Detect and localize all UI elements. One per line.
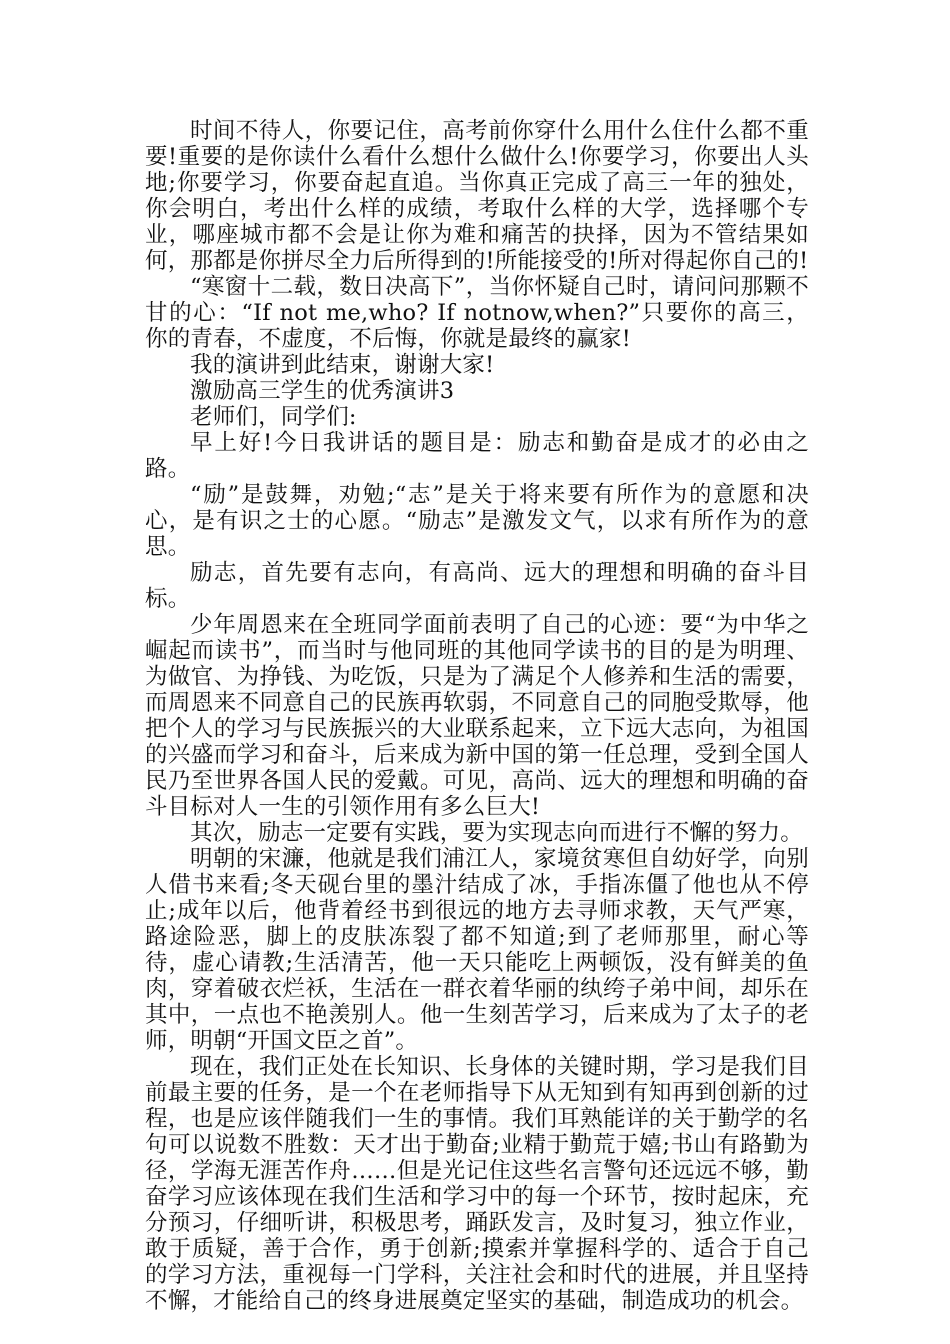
salutation: 老师们，同学们:: [190, 404, 357, 430]
paragraph-6: 早上好!今日我讲话的题目是：励志和勤奋是成才的必由之路。: [145, 430, 809, 482]
paragraph-1: 时间不待人，你要记住，高考前你穿什么用什么住什么都不重要!重要的是你读什么看什么想什么做什么!你要学习，你要出人头地;你要学习，你要奋起直追。当你真正完成了高三一年的独处，你会明白，考出什么样的成绩，考取什么样的大学，选择哪个专业，哪座城市都不会是让你为难和痛苦的抉择，因为不管结果如何，那都是你拼尽全力后所得到的!所能接受的!所对得起你自己的!: [145, 118, 809, 274]
paragraph-3: 我的演讲到此结束，谢谢大家!: [190, 352, 495, 378]
paragraph-8: 励志，首先要有志向，有高尚、远大的理想和明确的奋斗目标。: [145, 560, 809, 612]
paragraph-11: 明朝的宋濂，他就是我们浦江人，家境贫寒但自幼好学，向别人借书来看;冬天砚台里的墨汁结成了冰，手指冻僵了他也从不停止;成年以后，他背着经书到很远的地方去寻师求教，天气严寒，路途险恶，脚上的皮肤冻裂了都不知道;到了老师那里，耐心等待，虚心请教;生活清苦，他一天只能吃上两顿饭，没有鲜美的鱼肉，穿着破衣烂袄，生活在一群衣着华丽的纨绔子弟中间，却乐在其中，一点也不艳羡别人。他一生刻苦学习，后来成为了太子的老师，明朝“开国文臣之首”。: [145, 846, 809, 1054]
paragraph-12: 现在，我们正处在长知识、长身体的关键时期，学习是我们目前最主要的任务，是一个在老师指导下从无知到有知再到创新的过程，也是应该伴随我们一生的事情。我们耳熟能详的关于勤学的名句可以说数不胜数：天才出于勤奋;业精于勤荒于嬉;书山有路勤为径，学海无涯苦作舟……但是光记住这些名言警句还远远不够，勤奋学习应该体现在我们生活和学习中的每一个环节，按时起床，充分预习，仔细听讲，积极思考，踊跃发言，及时复习，独立作业，敢于质疑，善于合作，勇于创新;摸索并掌握科学的、适合于自己的学习方法，重视每一门学科，关注社会和时代的进展，并且坚持不懈，才能给自己的终身进展奠定坚实的基础，制造成功的机会。: [145, 1054, 809, 1314]
document-page: [145, 118, 809, 1314]
speech-title: 激励高三学生的优秀演讲3: [190, 378, 455, 404]
paragraph-10: 其次，励志一定要有实践，要为实现志向而进行不懈的努力。: [190, 820, 803, 846]
paragraph-9: 少年周恩来在全班同学面前表明了自己的心迹：要“为中华之崛起而读书”，而当时与他同班的其他同学读书的目的是为明理、为做官、为挣钱、为吃饭，只是为了满足个人修养和生活的需要，而周恩来不同意自己的民族再软弱，不同意自己的同胞受欺辱，他把个人的学习与民族振兴的大业联系起来，立下远大志向，为祖国的兴盛而学习和奋斗，后来成为新中国的第一任总理，受到全国人民乃至世界各国人民的爱戴。可见，高尚、远大的理想和明确的奋斗目标对人一生的引领作用有多么巨大!: [145, 612, 809, 820]
paragraph-2: “寒窗十二载，数日决高下”，当你怀疑自己时，请问问那颗不甘的心：“If not me,who? If notnow,when?”只要你的高三，你的青春，不虚度，不后悔，你就是最终的赢家!: [145, 274, 809, 352]
paragraph-7: “励”是鼓舞，劝勉;“志”是关于将来要有所作为的意愿和决心，是有识之士的心愿。“励志”是激发文气，以求有所作为的意思。: [145, 482, 809, 560]
